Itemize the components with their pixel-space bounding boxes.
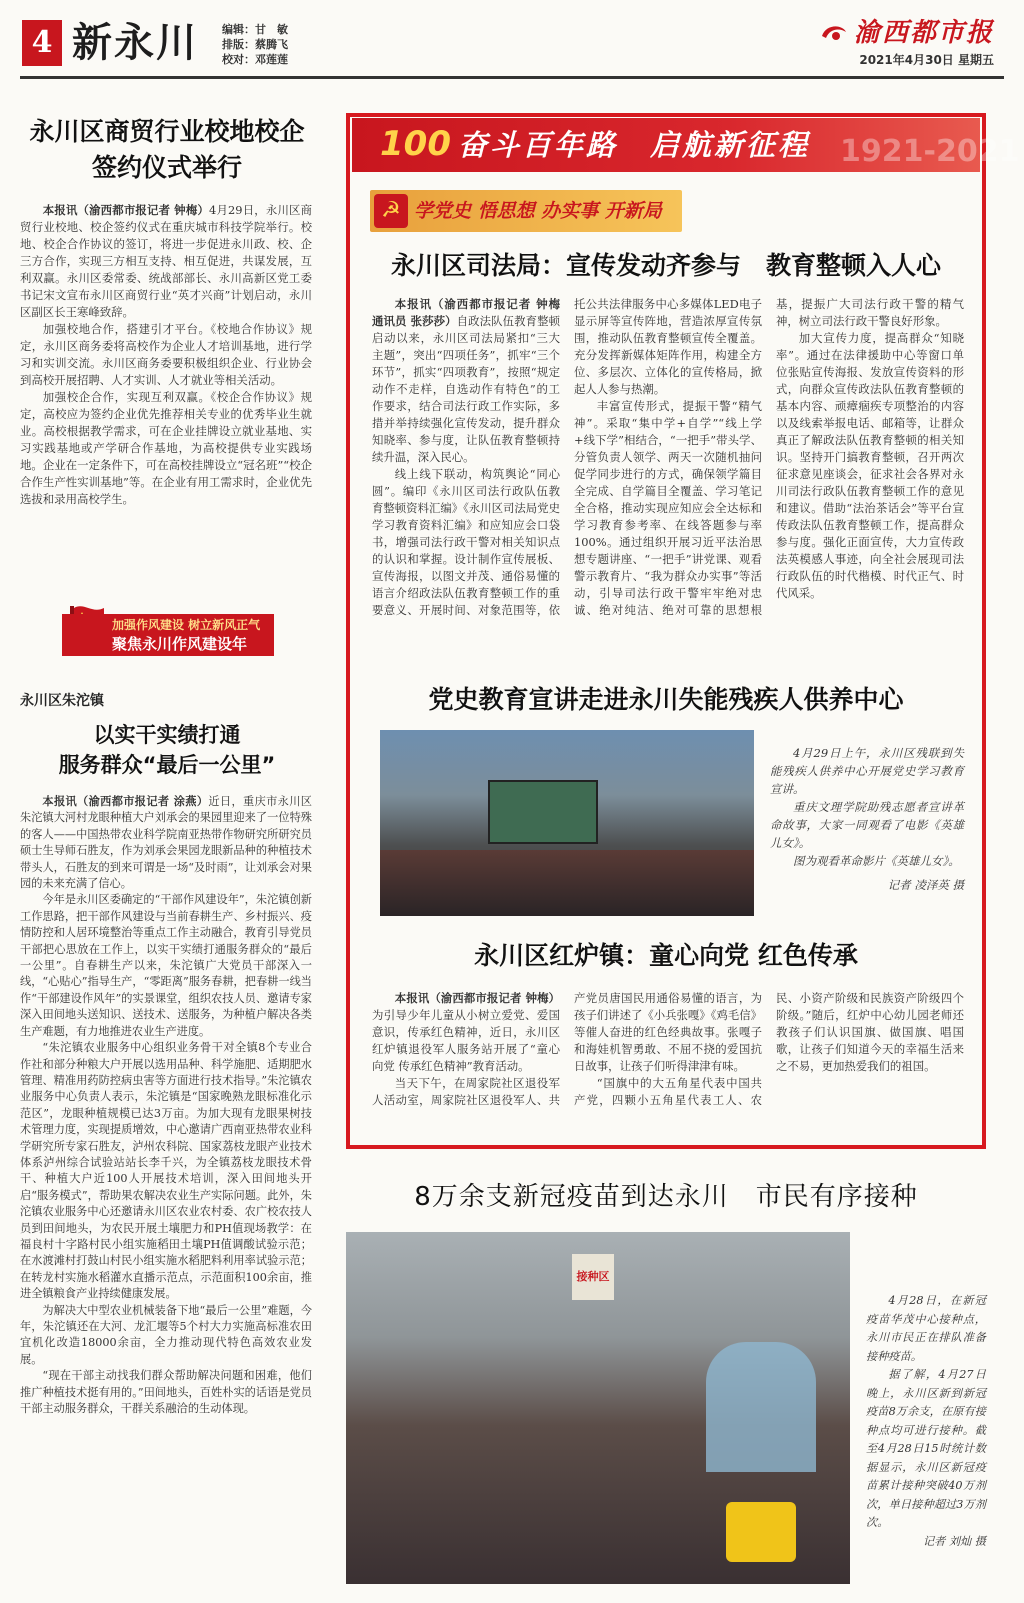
article4-title: 党史教育宣讲走进永川失能残疾人供养中心 bbox=[428, 685, 904, 714]
article1-body bbox=[20, 202, 312, 508]
logo-swirl-icon bbox=[820, 22, 848, 44]
article5-title: 永川区红炉镇：童心向党 红色传承 bbox=[474, 941, 858, 970]
article4-caption-p3: 图为观看革命影片《英雄儿女》。 bbox=[793, 854, 960, 868]
article6-caption-p2: 据了解，4月27日晚上，永川区新到新冠疫苗8万余支，在原有接种点均可进行接种。截至4月28日15时统计数据显示，永川区新冠疫苗累计接种突破40万剂次，单日接种超过3万剂次。 bbox=[866, 1368, 986, 1529]
article3-para2: 线上线下联动，构筑舆论“同心圆”。编印《永川区司法行政队伍教育整顿资料汇编》《永川区司法局党史学习教育资料汇编》和应知应会口袋书，增强司法行政干警对相关知识点的认识和掌握。设计制作宣传展板、宣传海报，以图文并茂、通俗易懂的语言介绍政法队伍教育整顿工作的重要意义、开展时间、对象范围等，依托公共法律服务中心多媒体LED电子显示屏等宣传阵地，营造浓厚宣传氛围，推动队伍教育整顿宣传全覆盖。充分发挥新媒体矩阵作用，构建全方位、多层次、立体化的宣传格局，掀起人人参与热潮。 bbox=[372, 297, 762, 617]
article3-title: 永川区司法局：宣传发动齐参与 教育整顿入人心 bbox=[390, 251, 941, 280]
article3-lead: 本报讯（渝西都市报记者 钟梅 通讯员 张莎莎） bbox=[372, 297, 560, 328]
article5-para2: 当天下午，在周家院社区退役军人活动室，周家院社区退役军人、共产党员唐国民用通俗易懂的语言，为孩子们讲述了《小兵张嘎》《鸡毛信》等催人奋进的红色经典故事。张嘎子和海娃机智勇敢、不屈不挠的爱国抗日故事，让孩子们听得津津有味。 bbox=[372, 991, 762, 1107]
vaccination-sign: 接种区 bbox=[572, 1254, 614, 1300]
article2-para2: 今年是永川区委确定的“干部作风建设年”，朱沱镇创新工作思路，把干部作风建设与当前春耕生产、乡村振兴、疫情防控和人居环境整治等重点工作主动融合，教育引导党员干部把心思放在工作上，以实干实绩打通服务群众的“最后一公里”。自春耕生产以来，朱沱镇广大党员干部深入一线，“心贴心”指导生产，“零距离”服务春耕，把春耕一线当作“干部建设作风年”的实景课堂，组织农技人员、邀请专家深入田间地头送知识、送技术、送服务，为种植户解决各类生产难题，有力地推进农业生产进度。 bbox=[20, 893, 312, 1038]
sharps-bin-shape bbox=[726, 1502, 796, 1562]
section-name: 新永川 bbox=[72, 19, 198, 66]
style-campaign-banner bbox=[52, 608, 274, 656]
article1-para1: 4月29日，永川区商贸行业校地、校企签约仪式在重庆城市科技学院举行。校地、校企合作协议的签订，将进一步促进永川政、校、企三方合作，实现三方相互支持、相互促进，共谋发展，互利双赢。永川区委常委、统战部部长、永川高新区党工委书记宋文宣布永川区商贸行业“英才兴商”计划启动，永川区副区长王寒峰致辞。 bbox=[20, 203, 312, 319]
article4-caption-p2: 重庆文理学院助残志愿者宣讲革命故事，大家一同观看了电影《英雄儿女》。 bbox=[770, 800, 964, 850]
article2-lead: 本报讯（渝西都市报记者 涂燕） bbox=[42, 795, 209, 808]
article5-para3: “国旗中的大五角星代表中国共产党，四颗小五角星代表工人、农民、小资产阶级和民族资产阶级四个阶级。”随后，红炉中心幼儿园老师还教孩子们认识国旗、做国旗、唱国歌，让孩子们知道今天的幸福生活来之不易，更加热爱我们的祖国。 bbox=[574, 991, 964, 1107]
article4-caption-p1: 4月29日上午，永川区残联到失能残疾人供养中心开展党史学习教育宣讲。 bbox=[770, 746, 964, 796]
article2-para5: “现在干部主动找我们群众帮助解决问题和困难，他们推广种植技术挺有用的。”田间地头，百姓朴实的话语是党员干部主动服务群众，干群关系融洽的生动体现。 bbox=[20, 1369, 312, 1416]
article2-body bbox=[20, 794, 312, 1417]
medical-staff-shape bbox=[706, 1342, 816, 1472]
article1-para3: 加强校企合作，实现互利双赢。《校企合作协议》规定，高校应为签约企业优先推荐相关专业的优秀毕业生就业。高校根据教学需求，可在企业挂牌设立就业基地、实习实践基地或产学研合作基地，为高校提供专业实践场地。企业在一定条件下，可在高校挂牌设立“冠名班”“校企合作生产性实训基地”等。在企业有用工需求时，企业优先选拔和录用高校学生。 bbox=[20, 390, 312, 506]
article5-body bbox=[372, 990, 964, 1130]
centennial-years: 1921-2021 bbox=[840, 134, 1020, 169]
article6-caption bbox=[866, 1292, 986, 1551]
layout-line: 排版：蔡腾飞 bbox=[222, 38, 288, 51]
article3-para4: 加大宣传力度，提高群众“知晓率”。通过在法律援助中心等窗口单位张贴宣传海报、发放宣传资料的形式，向群众宣传政法队伍教育整顿的基本内容、顽瘴痼疾专项整治的内容以及线索举报电话、邮箱等，让群众真正了解政法队伍教育整顿的相关知识。坚持开门搞教育整顿，召开两次征求意见座谈会，征求社会各界对永川司法行政队伍教育整顿工作的意见和建议。借助“法治茶话会”等平台宣传政法队伍教育整顿工作，提高群众参与度。强化正面宣传，大力宣传政法英模感人事迹，向全社会展现司法行政队伍的时代楷模、时代正气、时代风采。 bbox=[776, 331, 964, 600]
article3-para3: 丰富宣传形式，提振干警“精气神”。采取“集中学+自学”“线上学+线下学”相结合，“一把手”带头学、分管负责人领学、两天一次随机抽问促学同步进行的方式，确保领学篇目全完成、自学篇目全覆盖、学习笔记全合格，推动实现应知应会全达标和学习教育参考率、在线答题参与率100%。通过组织开展习近平法治思想专题讲座、“一把手”讲党课、观看警示教育片、“我为群众办实事”等活动，引导司法行政干警牢牢绝对忠诚、绝对纯洁、绝对可靠的思想根基，提振广大司法行政干警的精气神，树立司法行政干警良好形象。 bbox=[574, 297, 964, 617]
article4-credit: 记者 凌泽英 摄 bbox=[887, 878, 964, 892]
proof-line: 校对：邓莲莲 bbox=[222, 53, 288, 66]
centennial-title: 奋斗百年路 启航新征程 bbox=[458, 128, 811, 162]
article2-kicker: 永川区朱沱镇 bbox=[20, 693, 104, 709]
vaccination-queue-photo bbox=[346, 1232, 850, 1584]
article6-credit: 记者 刘灿 摄 bbox=[922, 1534, 986, 1548]
article5-para1: 为引导少年儿童从小树立爱党、爱国意识，传承红色精神，近日，永川区红炉镇退役军人服务站开展了“童心向党 传承红色精神”教育活动。 bbox=[372, 1008, 560, 1073]
banner-line2: 聚焦永川作风建设年 bbox=[112, 635, 248, 653]
article1-title bbox=[18, 114, 316, 186]
editor-line: 编辑：甘 敏 bbox=[222, 23, 288, 36]
movie-screening-photo bbox=[380, 730, 754, 916]
article5-lead: 本报讯（渝西都市报记者 钟梅） bbox=[394, 991, 560, 1005]
page-number: 4 bbox=[22, 20, 62, 66]
editor-credits bbox=[222, 22, 288, 67]
article1-lead: 本报讯（渝西都市报记者 钟梅） bbox=[42, 203, 210, 217]
article3-body bbox=[372, 296, 964, 662]
article4-caption bbox=[770, 744, 964, 894]
article1-title-line1: 永川区商贸行业校地校企 bbox=[29, 117, 305, 146]
party-emblem-icon: ☭ bbox=[374, 194, 408, 228]
party-history-slogan: 学党史 悟思想 办实事 开新局 bbox=[414, 200, 662, 222]
audience-shape bbox=[380, 850, 754, 916]
article1-title-line2: 签约仪式举行 bbox=[91, 153, 242, 182]
paper-name: 渝西都市报 bbox=[853, 18, 994, 48]
article2-title bbox=[18, 720, 316, 780]
article2-para4: 为解决大中型农业机械装备下地“最后一公里”难题，今年，朱沱镇还在大河、龙汇堰等5个村大力实施高标准农田宜机化改造18000余亩，全力推动现代特色高效农业发展。 bbox=[20, 1303, 312, 1366]
article1-para2: 加强校地合作，搭建引才平台。《校地合作协议》规定，永川区商务委将高校作为企业人才培训基地，进行学习和实训交流。永川区商务委要积极组织企业、行业协会到高校开展招聘、人才实训、人才就业等相关活动。 bbox=[20, 322, 312, 387]
centennial-100-logo: 100 bbox=[380, 124, 451, 164]
article6-caption-p1: 4月28日，在新冠疫苗华茂中心接种点，永川市民正在排队准备接种疫苗。 bbox=[866, 1294, 986, 1363]
newspaper-logo bbox=[820, 18, 994, 68]
issue-date: 2021年4月30日 星期五 bbox=[859, 53, 994, 67]
article2-title-line2: 服务群众“最后一公里” bbox=[58, 753, 276, 777]
article2-para3: “朱沱镇农业服务中心组织业务骨干对全镇8个专业合作社和部分种粮大户开展以选用品种、科学施肥、适期肥水管理、精准用药防控病虫害等方面进行技术指导。”朱沱镇农业服务中心负责人表示，朱沱镇是“国家晚熟龙眼标准化示范区”，龙眼种植规模已达3万亩。为加大现有龙眼果树技术管理力度，实现提质增效，中心邀请广西南亚热带农业科学研究所专家石胜友，泸州农科院、国家荔枝龙眼产业技术体系泸州综合试验站站长李千兴，为全镇荔枝龙眼技术骨干、种植大户近100人开展技术培训，深入田间地头开启“服务模式”，帮助果农解决农业生产实际问题。此外，朱沱镇农业服务中心还邀请永川区农业农村委、农广校农技人员到田间地头，为农民开展土壤肥力和PH值现场教学：在福良村十字路村民小组实施稻田土壤PH值调酸试验示范；在水渡滩村打鼓山村民小组实施水稻肥料利用率试验示范；在转龙村实施水稻灌水直播示范点，示范面积100余亩，推进全镇粮食产业持续健康发展。 bbox=[20, 1041, 312, 1301]
masthead-rule bbox=[20, 76, 1004, 79]
article2-title-line1: 以实干实绩打通 bbox=[93, 723, 241, 747]
article6-title: 8万余支新冠疫苗到达永川 市民有序接种 bbox=[414, 1182, 918, 1212]
article2-para1: 近日，重庆市永川区朱沱镇大河村龙眼种植大户刘承会的果园里迎来了一位特殊的客人——中国热带农业科学院南亚热带作物研究所研究员硕士生导师石胜友，作为刘承会果园龙眼新品种的种植技术带头人，石胜友的到来可谓是一场“及时雨”，让刘承会对果园的未来充满了信心。 bbox=[20, 795, 312, 891]
screen-shape bbox=[488, 780, 598, 844]
banner-line1: 加强作风建设 树立新风正气 bbox=[112, 618, 261, 632]
article3-para1: 自政法队伍教育整顿启动以来，永川区司法局紧扣“三大主题”，突出“四项任务”，抓牢“三个环节”，抓实“四项教育”，按照“规定动作不走样，自选动作有特色”的工作要求，结合司法行政工作实际，多措并举持续强化宣传发动，提升群众知晓率、参与度，让队伍教育整顿持续升温，深入民心。 bbox=[372, 314, 560, 464]
